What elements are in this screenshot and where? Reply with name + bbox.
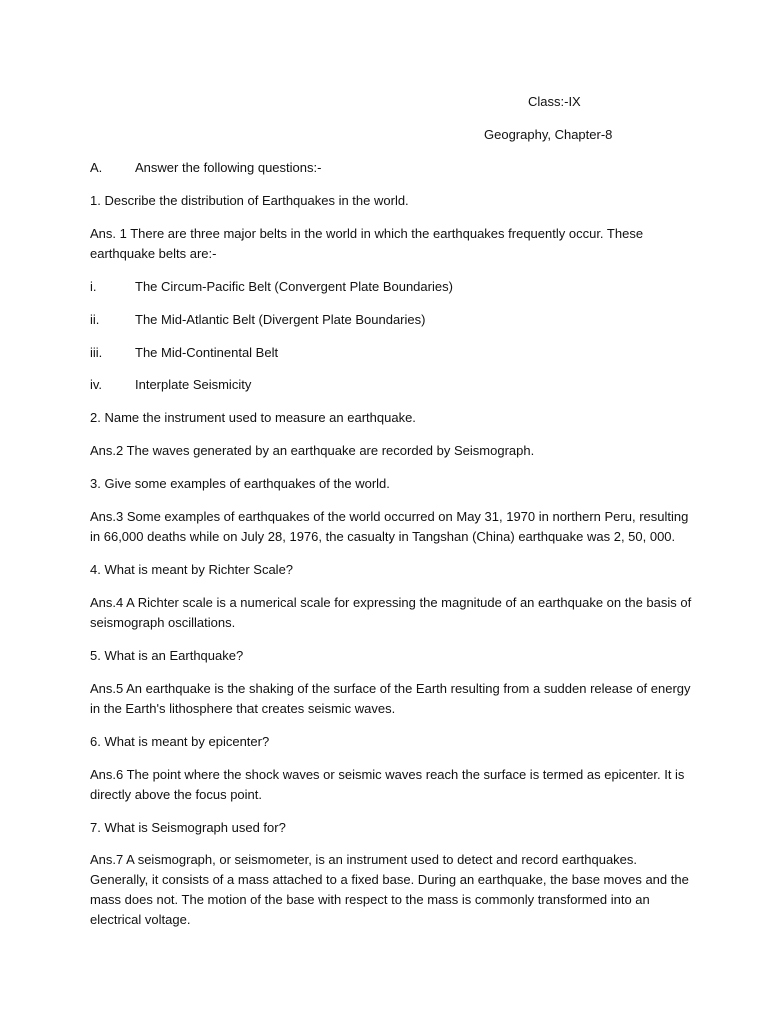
answer-line: Ans.2 The waves generated by an earthquake are recorded by Seismograph. bbox=[90, 443, 535, 458]
belt-text: The Mid-Atlantic Belt (Divergent Plate Boundaries) bbox=[135, 312, 426, 327]
belt-number: ii. bbox=[90, 312, 100, 327]
question-4: 4. What is meant by Richter Scale? bbox=[90, 562, 294, 577]
belt-number: iii. bbox=[90, 345, 103, 360]
answer-6 bbox=[90, 765, 690, 805]
answer-5 bbox=[90, 679, 690, 719]
answer-line: Ans.6 The point where the shock waves or seismic waves reach the surface is termed as epicenter. It is bbox=[90, 767, 685, 782]
answer-line: Generally, it consists of a mass attached to a fixed base. During an earthquake, the base moves and the bbox=[90, 872, 689, 887]
answer-line: directly above the focus point. bbox=[90, 787, 262, 802]
belt-text: The Mid-Continental Belt bbox=[135, 345, 279, 360]
answer-1 bbox=[90, 224, 690, 264]
answer-line: seismograph oscillations. bbox=[90, 615, 236, 630]
answer-line: in 66,000 deaths while on July 28, 1976, the casualty in Tangshan (China) earthquake was 2, 50, 000. bbox=[90, 529, 676, 544]
answer-3 bbox=[90, 507, 690, 547]
answer-line: earthquake belts are:- bbox=[90, 246, 217, 261]
answer-line: mass does not. The motion of the base with respect to the mass is commonly transformed into an bbox=[90, 892, 650, 907]
section-letter: A. bbox=[90, 160, 103, 175]
question-6: 6. What is meant by epicenter? bbox=[90, 734, 270, 749]
belt-number: iv. bbox=[90, 377, 103, 392]
question-2: 2. Name the instrument used to measure an earthquake. bbox=[90, 410, 416, 425]
question-1: 1. Describe the distribution of Earthquakes in the world. bbox=[90, 193, 409, 208]
question-3: 3. Give some examples of earthquakes of the world. bbox=[90, 476, 390, 491]
answer-line: Ans.7 A seismograph, or seismometer, is an instrument used to detect and record earthquakes. bbox=[90, 852, 638, 867]
answer-4 bbox=[90, 593, 690, 633]
answer-line: Ans.4 A Richter scale is a numerical scale for expressing the magnitude of an earthquake on the basis of bbox=[90, 595, 692, 610]
subject-chapter: Geography, Chapter-8 bbox=[484, 127, 613, 142]
answer-line: in the Earth's lithosphere that creates seismic waves. bbox=[90, 701, 396, 716]
answer-line: Ans.5 An earthquake is the shaking of the surface of the Earth resulting from a sudden release of energy bbox=[90, 681, 691, 696]
belt-text: The Circum-Pacific Belt (Convergent Plate Boundaries) bbox=[135, 279, 453, 294]
answer-2 bbox=[90, 441, 690, 461]
question-5: 5. What is an Earthquake? bbox=[90, 648, 244, 663]
belt-number: i. bbox=[90, 279, 97, 294]
question-7: 7. What is Seismograph used for? bbox=[90, 820, 286, 835]
belt-text: Interplate Seismicity bbox=[135, 377, 252, 392]
section-title: Answer the following questions:- bbox=[135, 160, 322, 175]
answer-line: electrical voltage. bbox=[90, 912, 191, 927]
answer-7 bbox=[90, 850, 690, 930]
answer-line: Ans.3 Some examples of earthquakes of the world occurred on May 31, 1970 in northern Peru, resulting bbox=[90, 509, 689, 524]
class-label: Class:-IX bbox=[528, 94, 581, 109]
answer-line: Ans. 1 There are three major belts in the world in which the earthquakes frequently occur. These bbox=[90, 226, 644, 241]
